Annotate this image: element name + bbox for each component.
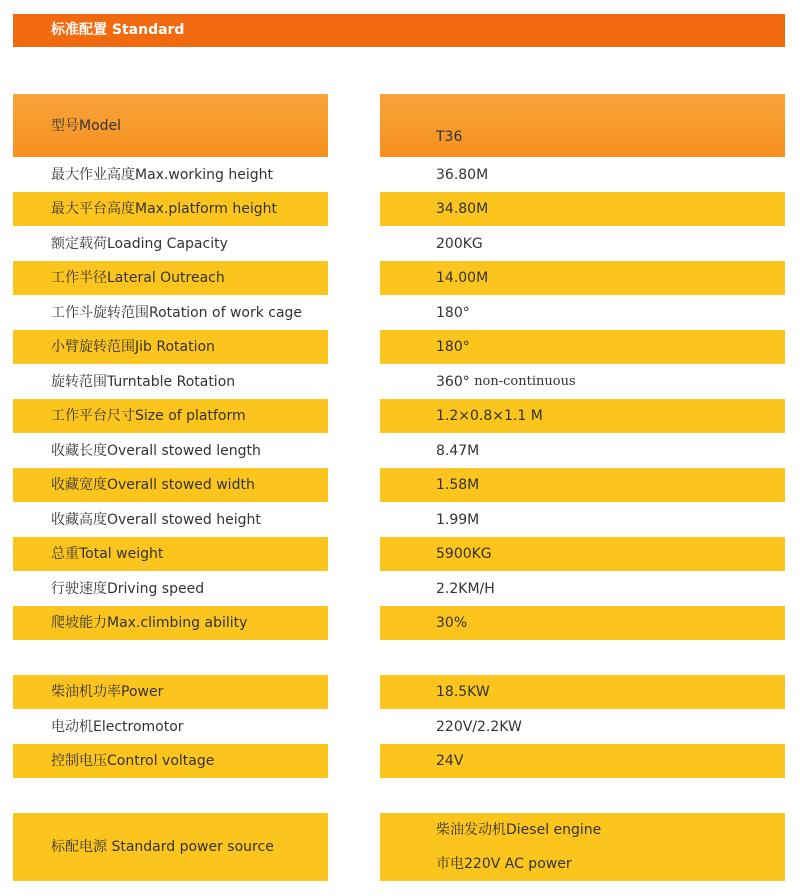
spec-label: 工作半径Lateral Outreach — [13, 261, 328, 295]
power-source-diesel: 柴油发动机Diesel engine — [436, 822, 602, 838]
model-value: T36 — [436, 129, 463, 145]
model-label: 型号Model — [51, 117, 122, 134]
spec-value: 14.00M — [380, 261, 785, 295]
power-source-label: 标配电源 Standard power source — [13, 813, 328, 881]
power-label: 柴油机功率Power — [13, 675, 328, 709]
spec-value: 1.99M — [436, 512, 480, 528]
spec-value: 8.47M — [436, 443, 480, 459]
spec-label: 收藏高度Overall stowed height — [51, 512, 261, 528]
spec-label: 行驶速度Driving speed — [51, 581, 205, 597]
spec-label: 收藏长度Overall stowed length — [51, 443, 261, 459]
spec-value: 36.80M — [436, 167, 489, 183]
spec-note: non-continuous — [474, 374, 576, 389]
power-label: 控制电压Control voltage — [13, 744, 328, 778]
spec-label: 小臂旋转范围Jib Rotation — [13, 330, 328, 364]
spec-label: 最大平台高度Max.platform height — [13, 192, 328, 226]
header-label-cell — [13, 94, 328, 157]
spec-value: 2.2KM/H — [436, 581, 495, 597]
spec-value: 1.58M — [380, 468, 785, 502]
spec-value: 1.2×0.8×1.1 M — [380, 399, 785, 433]
spec-label: 工作平台尺寸Size of platform — [13, 399, 328, 433]
spec-value: 180° — [380, 330, 785, 364]
spec-value: 34.80M — [380, 192, 785, 226]
spec-value: 30% — [380, 606, 785, 640]
power-value: 220V/2.2KW — [436, 719, 522, 735]
spec-label: 收藏宽度Overall stowed width — [13, 468, 328, 502]
spec-label: 工作斗旋转范围Rotation of work cage — [51, 305, 303, 321]
power-value: 18.5KW — [380, 675, 785, 709]
power-label: 电动机Electromotor — [51, 719, 184, 735]
power-source-ac: 市电220V AC power — [436, 856, 572, 872]
header-value-cell — [380, 94, 785, 157]
spec-label: 最大作业高度Max.working height — [51, 167, 273, 183]
spec-value: 360° non-continuous — [436, 374, 576, 390]
spec-label: 总重Total weight — [13, 537, 328, 571]
power-value: 24V — [380, 744, 785, 778]
spec-label: 爬坡能力Max.climbing ability — [13, 606, 328, 640]
spec-value: 180° — [436, 305, 470, 321]
section-banner: 标准配置 Standard — [13, 14, 785, 47]
power-source-values — [380, 813, 785, 881]
spec-value: 200KG — [436, 236, 483, 252]
spec-value: 5900KG — [380, 537, 785, 571]
spec-label: 旋转范围Turntable Rotation — [51, 374, 236, 390]
spec-label: 额定载荷Loading Capacity — [51, 236, 228, 252]
